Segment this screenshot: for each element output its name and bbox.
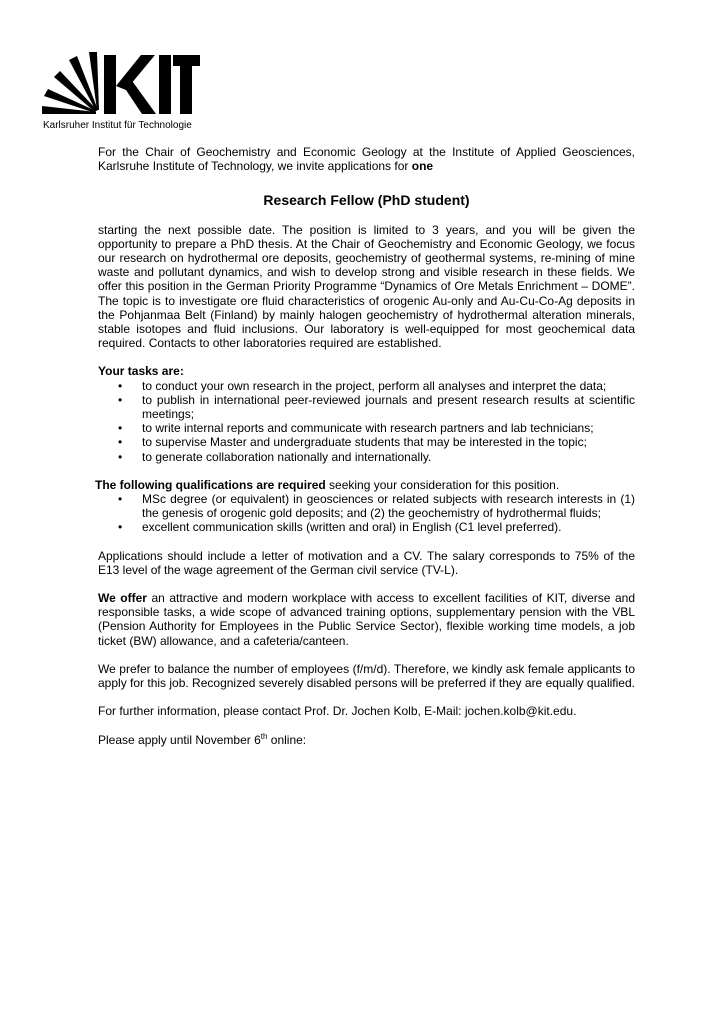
bullet-icon: • xyxy=(118,449,123,464)
qualifications-list xyxy=(98,492,635,535)
kit-logo xyxy=(40,50,210,135)
bullet-icon: • xyxy=(118,378,123,393)
offer-paragraph: We offer an attractive and modern workplace with access to excellent facilities of KIT, diverse and responsible tasks, a wide scope of advanced training options, supplementary pension with the VBL (Pension Authority for Employees in the Public Service Sector), flexible working time models, a job ticket (BW) allowance, and a cafeteria/canteen. xyxy=(98,591,635,648)
list-item: • to supervise Master and undergraduate students that may be interested in the topic; xyxy=(118,435,587,450)
intro-paragraph xyxy=(98,145,635,173)
list-item: • MSc degree (or equivalent) in geosciences or related subjects with research interests in (1) the genesis of orogenic gold deposits; and (2) the geochemistry of hydrothermal fluids; xyxy=(118,492,635,521)
qualifications-section xyxy=(95,477,635,535)
job-posting xyxy=(95,145,635,747)
intro-text: For the Chair of Geochemistry and Economic Geology at the Institute of Applied Geosciences, Karlsruhe Institute of Technology, we invite applications for xyxy=(98,145,635,174)
contact-paragraph: For further information, please contact Prof. Dr. Jochen Kolb, E-Mail: jochen.kolb@kit.edu. xyxy=(98,704,577,719)
tasks-list xyxy=(98,379,635,464)
job-title: Research Fellow (PhD student) xyxy=(263,192,470,209)
intro-bold-one: one xyxy=(411,159,434,174)
kit-fan-logo-icon xyxy=(40,50,200,118)
balance-paragraph: We prefer to balance the number of employees (f/m/d). Therefore, we kindly ask female applicants to apply for this job. Recognized severely disabled persons will be preferred if they are equally qualified. xyxy=(98,661,635,691)
list-item: • to conduct your own research in the project, perform all analyses and interpret the data; xyxy=(118,378,607,393)
list-item: • excellent communication skills (written and oral) in English (C1 level preferred). xyxy=(118,520,562,535)
description-paragraph: starting the next possible date. The position is limited to 3 years, and you will be given the opportunity to prepare a PhD thesis. At the Chair of Geochemistry and Economic Geology, we focus our research on hydrothermal ore deposits, geochemistry of geothermal systems, re-mining of mine waste and pollutant dynamics, and wish to develop strong and visible research in these fields. We offer this position in the German Priority Programme “Dynamics of Ore Metals Enrichment – DOME”. The topic is to investigate ore fluid characteristics of orogenic Au-only and Au-Cu-Co-Ag deposits in the Pohjanmaa Belt (Finland) by mainly halogen geochemistry of hydrothermal alteration minerals, stable isotopes and fluid inclusions. Our laboratory is well-equipped for most geochemical data required. Contacts to other laboratories required are established. xyxy=(98,222,635,351)
deadline-paragraph: Please apply until November 6th online: xyxy=(98,731,307,747)
qualifications-heading: The following qualifications are required seeking your consideration for this position. xyxy=(95,477,560,492)
bullet-icon: • xyxy=(118,421,123,436)
bullet-icon: • xyxy=(118,492,123,507)
tasks-section xyxy=(98,364,635,463)
list-item: • to publish in international peer-reviewed journals and present research results at scientific meetings; xyxy=(118,392,635,422)
list-item: • to generate collaboration nationally and internationally. xyxy=(118,449,432,464)
bullet-icon: • xyxy=(118,435,123,450)
bullet-icon: • xyxy=(118,392,123,407)
logo-tagline: Karlsruher Institut für Technologie xyxy=(43,120,192,131)
tasks-heading: Your tasks are: xyxy=(98,364,184,379)
applications-paragraph: Applications should include a letter of motivation and a CV. The salary corresponds to 75% of the E13 level of the wage agreement of the German civil service (TV-L). xyxy=(98,548,635,577)
list-item: • to write internal reports and communicate with research partners and lab technicians; xyxy=(118,421,594,436)
bullet-icon: • xyxy=(118,520,123,535)
